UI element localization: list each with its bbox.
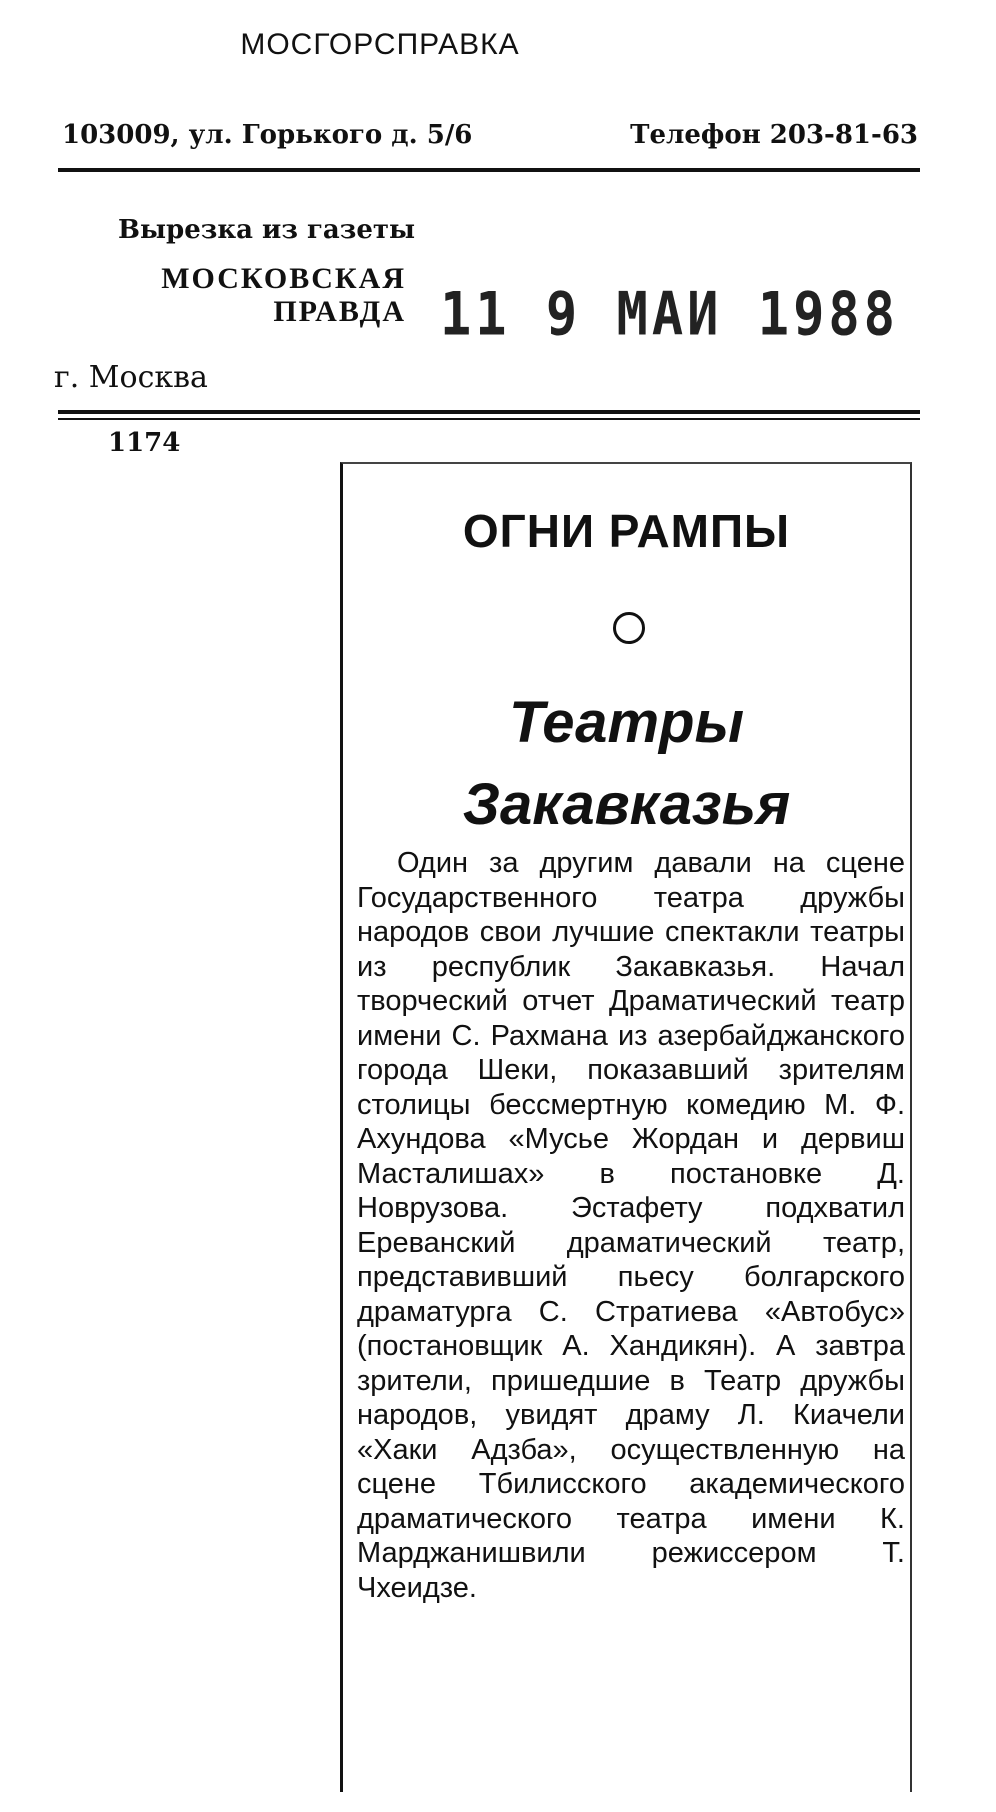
headline-line2: Закавказья [462,772,791,837]
article-body: Один за другим давали на сцене Государственного театра дружбы народов свои лучшие спектакли театры из республик Закавказья. Начал творческий отчет Драматический театр имени С. Рахмана из азербайджанского города Шеки, показавший зрителям столицы бессмертную комедию М. Ф. Ахундова «Мусье Жордан и дервиш Масталишах» в постановке Д. Новрузова. Эстафету подхватил Ереванский драматический театр, представивший пьесу болгарского драматурга С. Стратиева «Автобус» (постановщик А. Хандикян). А завтра зрители, пришедшие в Театр дружбы народов, увидят драму Л. Киачели «Хаки Адзба», осуществленную на сцене Тбилисского академического драматического театра имени К. Марджанишвили режиссером Т. Чхеидзе. [357,847,905,1604]
organization-title: МОСГОРСПРАВКА [240,28,520,61]
address: 103009, ул. Горького д. 5/6 [62,120,473,150]
clipping-label: Вырезка из газеты [118,215,416,245]
headline-line1: Театры [509,690,744,755]
article-headline [343,682,910,846]
newspaper-name-line2: ПРАВДА [273,295,406,328]
newspaper-name [144,262,406,328]
phone: Телефон 203-81-63 [630,120,918,150]
clipping-rule [58,410,920,414]
address-line [62,120,918,150]
clipping-rule-thin [58,418,920,420]
city: г. Москва [54,360,208,395]
date-stamp: 11 9 МАИ 1988 [440,280,899,350]
circle-separator [613,612,645,644]
header-rule [58,168,920,172]
newspaper-name-line1: МОСКОВСКАЯ [161,262,406,295]
clipping-number: 1174 [108,428,181,458]
article-clipping [340,462,912,1792]
rubric-title: ОГНИ РАМПЫ [462,505,791,557]
